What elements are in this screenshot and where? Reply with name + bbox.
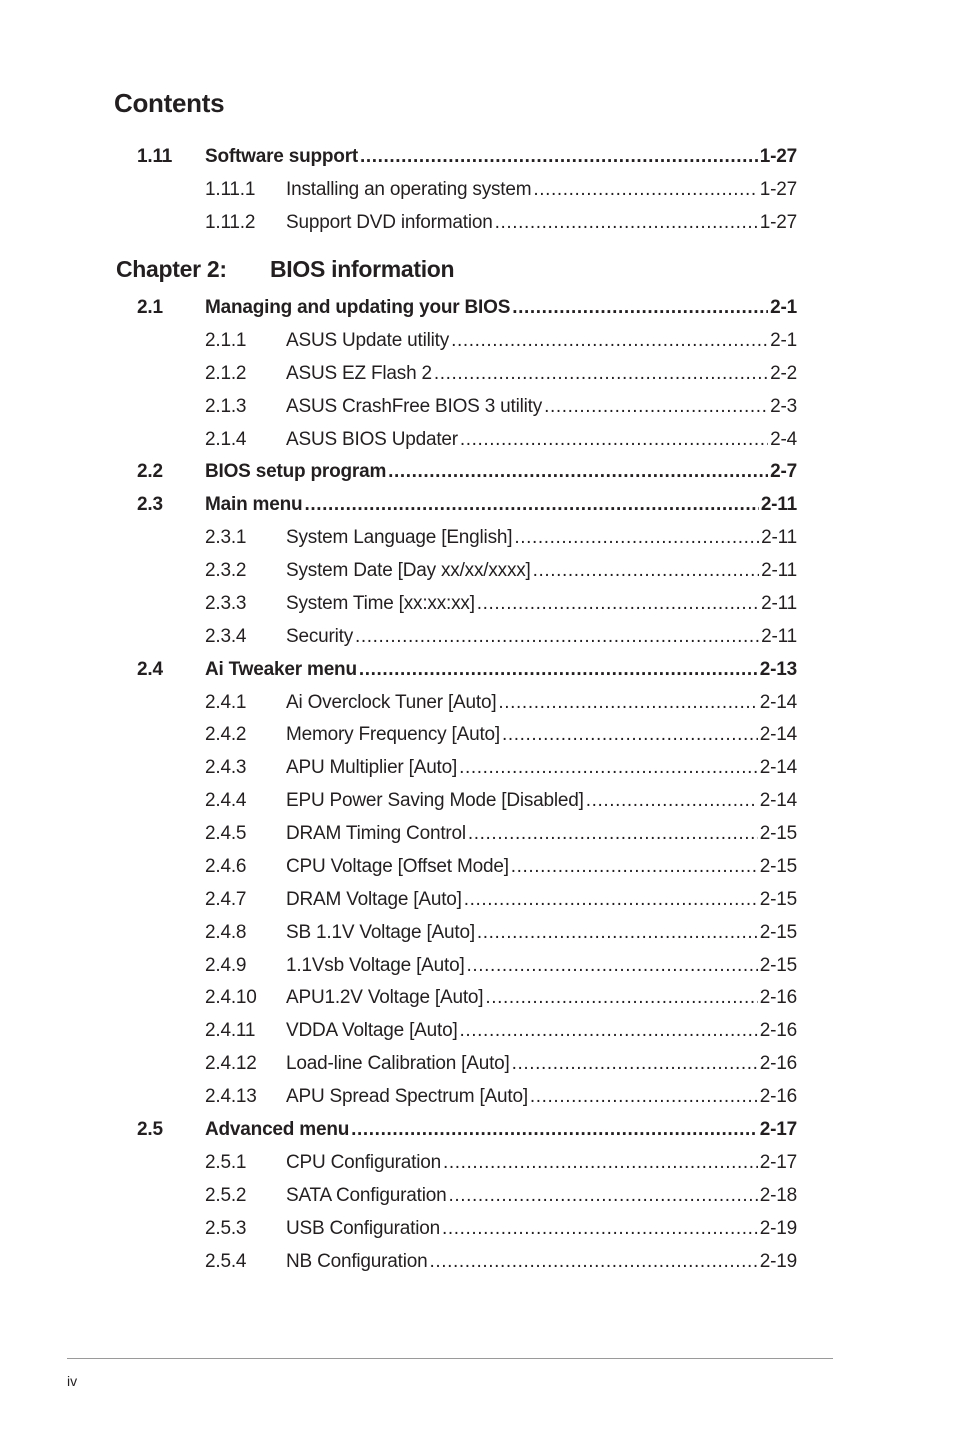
toc-subsection-entry[interactable] bbox=[0, 390, 954, 423]
toc-entry-title: Ai Tweaker menu bbox=[205, 658, 357, 680]
toc-entry-title: Installing an operating system bbox=[286, 178, 532, 200]
toc-entry-title: VDDA Voltage [Auto] bbox=[286, 1020, 458, 1042]
dot-leader bbox=[355, 620, 759, 653]
toc-entry-page: 2-18 bbox=[759, 1184, 797, 1206]
toc-entry-page: 2-1 bbox=[770, 297, 797, 318]
toc-subsection-entry[interactable] bbox=[0, 916, 954, 949]
toc-entry-page: 2-4 bbox=[770, 428, 797, 450]
dot-leader bbox=[304, 488, 758, 521]
toc-entry-page: 2-16 bbox=[759, 987, 797, 1009]
dot-leader bbox=[443, 1146, 758, 1179]
toc-entry-number: 2.4.5 bbox=[205, 823, 247, 845]
toc-subsection-entry[interactable] bbox=[0, 850, 954, 883]
toc-subsection-entry[interactable] bbox=[0, 1179, 954, 1212]
toc-entry-page: 2-13 bbox=[759, 658, 797, 680]
toc-entry-page: 2-11 bbox=[761, 560, 797, 582]
toc-entry-number: 1.11 bbox=[137, 146, 173, 167]
toc-entry-number: 1.11.1 bbox=[205, 178, 256, 200]
toc-entry-page: 2-17 bbox=[759, 1119, 797, 1140]
chapter-number: Chapter 2: bbox=[116, 256, 227, 282]
toc-subsection-entry[interactable] bbox=[0, 1047, 954, 1080]
dot-leader bbox=[388, 455, 768, 488]
toc-entry-page: 2-17 bbox=[759, 1151, 797, 1173]
toc-entry-body bbox=[205, 1113, 797, 1146]
toc-entry-page: 2-14 bbox=[759, 757, 797, 779]
toc-entry-number: 2.4.4 bbox=[205, 790, 247, 812]
toc-entry-title: Ai Overclock Tuner [Auto] bbox=[286, 691, 497, 713]
toc-entry-body bbox=[286, 620, 797, 653]
toc-entry-number: 2.4.10 bbox=[205, 987, 257, 1009]
toc-entry-title: Memory Frequency [Auto] bbox=[286, 724, 500, 746]
toc-entry-body bbox=[286, 718, 797, 751]
toc-subsection-entry[interactable] bbox=[0, 1146, 954, 1179]
toc-entry-page: 1-27 bbox=[759, 146, 797, 167]
toc-entry-page: 1-27 bbox=[759, 178, 797, 200]
toc-entry-title: Load-line Calibration [Auto] bbox=[286, 1053, 510, 1075]
toc-entry-page: 2-14 bbox=[759, 724, 797, 746]
toc-entry-page: 2-15 bbox=[759, 888, 797, 910]
dot-leader bbox=[442, 1212, 758, 1245]
toc-entry-page: 2-14 bbox=[759, 691, 797, 713]
footer-page-number: iv bbox=[67, 1373, 78, 1389]
dot-leader bbox=[459, 751, 758, 784]
toc-section-entry[interactable] bbox=[0, 455, 954, 488]
toc-entry-page: 2-16 bbox=[759, 1053, 797, 1075]
toc-entry-body bbox=[286, 423, 797, 456]
toc-entry-number: 2.1 bbox=[137, 297, 163, 318]
toc-entry-number: 1.11.2 bbox=[205, 211, 256, 233]
toc-entry-body bbox=[286, 1047, 797, 1080]
toc-entry-page: 2-16 bbox=[759, 1086, 797, 1108]
toc-entry-page: 2-15 bbox=[759, 954, 797, 976]
toc-subsection-entry[interactable] bbox=[0, 521, 954, 554]
toc-entry-page: 1-27 bbox=[759, 211, 797, 233]
toc-subsection-entry[interactable] bbox=[0, 587, 954, 620]
toc-entry-number: 2.4.3 bbox=[205, 757, 247, 779]
dot-leader bbox=[533, 554, 760, 587]
toc-entry-title: APU1.2V Voltage [Auto] bbox=[286, 987, 484, 1009]
toc-entry-number: 2.3 bbox=[137, 494, 163, 516]
toc-entry-body bbox=[286, 173, 797, 206]
toc-subsection-entry[interactable] bbox=[0, 173, 954, 206]
dot-leader bbox=[468, 817, 758, 850]
dot-leader bbox=[477, 916, 758, 949]
toc-entry-page: 2-3 bbox=[770, 395, 797, 417]
toc-entry-title: SB 1.1V Voltage [Auto] bbox=[286, 921, 475, 943]
toc-entry-number: 2.1.2 bbox=[205, 362, 247, 384]
toc-entry-title: System Time [xx:xx:xx] bbox=[286, 592, 475, 614]
dot-leader bbox=[530, 1080, 758, 1113]
toc-entry-body bbox=[286, 587, 797, 620]
toc-subsection-entry[interactable] bbox=[0, 949, 954, 982]
dot-leader bbox=[512, 291, 768, 324]
toc-section-entry[interactable] bbox=[0, 140, 954, 173]
toc-entry-title: SATA Configuration bbox=[286, 1184, 447, 1206]
dot-leader bbox=[512, 1047, 758, 1080]
toc-entry-title: Advanced menu bbox=[205, 1119, 350, 1140]
toc-entry-body bbox=[205, 488, 797, 521]
toc-subsection-entry[interactable] bbox=[0, 1014, 954, 1047]
toc-entry-title: ASUS Update utility bbox=[286, 329, 450, 351]
toc-entry-title: BIOS setup program bbox=[205, 461, 387, 483]
dot-leader bbox=[359, 653, 758, 686]
toc-entry-title: EPU Power Saving Mode [Disabled] bbox=[286, 790, 584, 812]
dot-leader bbox=[464, 883, 758, 916]
toc-entry-body bbox=[286, 949, 797, 982]
toc-entry-number: 2.4 bbox=[137, 658, 163, 680]
toc-entry-title: ASUS BIOS Updater bbox=[286, 428, 458, 450]
toc-subsection-entry[interactable] bbox=[0, 357, 954, 390]
toc-entry-number: 2.5 bbox=[137, 1119, 163, 1140]
page-title: Contents bbox=[114, 88, 225, 118]
toc-entry-number: 2.3.1 bbox=[205, 527, 247, 549]
toc-entry-page: 2-11 bbox=[760, 494, 797, 516]
toc-entry-body bbox=[286, 883, 797, 916]
dot-leader bbox=[511, 850, 758, 883]
toc-entry-number: 2.4.6 bbox=[205, 855, 247, 877]
toc-entry-body bbox=[286, 686, 797, 719]
toc-entry-page: 2-15 bbox=[759, 921, 797, 943]
toc-entry-number: 2.4.2 bbox=[205, 724, 247, 746]
toc-entry-number: 2.5.2 bbox=[205, 1184, 247, 1206]
toc-entry-number: 2.1.4 bbox=[205, 428, 247, 450]
dot-leader bbox=[460, 423, 768, 456]
dot-leader bbox=[477, 587, 759, 620]
toc-entry-title: System Date [Day xx/xx/xxxx] bbox=[286, 560, 531, 582]
toc-entry-body bbox=[286, 206, 797, 239]
toc-entry-body bbox=[286, 916, 797, 949]
toc-subsection-entry[interactable] bbox=[0, 718, 954, 751]
toc-entry-body bbox=[205, 653, 797, 686]
toc-entry-body bbox=[286, 1014, 797, 1047]
toc-entry-number: 2.3.3 bbox=[205, 592, 247, 614]
toc-entry-title: Support DVD information bbox=[286, 211, 493, 233]
toc-entry-number: 2.5.1 bbox=[205, 1151, 247, 1173]
toc-entry-body bbox=[286, 1146, 797, 1179]
toc-entry-number: 2.4.7 bbox=[205, 888, 247, 910]
toc-entry-number: 2.3.2 bbox=[205, 560, 247, 582]
toc-entry-title: CPU Configuration bbox=[286, 1151, 442, 1173]
toc-subsection-entry[interactable] bbox=[0, 751, 954, 784]
toc-entry-number: 2.2 bbox=[137, 461, 163, 483]
toc-entry-title: ASUS EZ Flash 2 bbox=[286, 362, 432, 384]
toc-entry-body bbox=[286, 521, 797, 554]
dot-leader bbox=[448, 1179, 757, 1212]
toc-section-entry[interactable] bbox=[0, 291, 954, 324]
toc-entry-title: APU Multiplier [Auto] bbox=[286, 757, 458, 779]
dot-leader bbox=[495, 206, 758, 239]
toc-entry-title: NB Configuration bbox=[286, 1250, 428, 1272]
dot-leader bbox=[502, 718, 758, 751]
toc-entry-title: DRAM Timing Control bbox=[286, 823, 466, 845]
toc-subsection-entry[interactable] bbox=[0, 423, 954, 456]
toc-section-entry[interactable] bbox=[0, 488, 954, 521]
toc-subsection-entry[interactable] bbox=[0, 554, 954, 587]
toc-entry-body bbox=[286, 981, 797, 1014]
toc-entry-number: 2.5.4 bbox=[205, 1250, 247, 1272]
toc-entry-title: CPU Voltage [Offset Mode] bbox=[286, 855, 509, 877]
toc-entry-page: 2-15 bbox=[759, 823, 797, 845]
toc-entry-number: 2.4.1 bbox=[205, 691, 247, 713]
toc-section-entry[interactable] bbox=[0, 1113, 954, 1146]
dot-leader bbox=[514, 521, 759, 554]
dot-leader bbox=[533, 173, 757, 206]
toc-entry-title: 1.1Vsb Voltage [Auto] bbox=[286, 954, 465, 976]
dot-leader bbox=[451, 324, 768, 357]
toc-entry-page: 2-15 bbox=[759, 855, 797, 877]
toc-entry-body bbox=[205, 455, 797, 488]
dot-leader bbox=[586, 784, 758, 817]
toc-subsection-entry[interactable] bbox=[0, 1080, 954, 1113]
dot-leader bbox=[434, 357, 768, 390]
toc-entry-body bbox=[286, 324, 797, 357]
toc-entry-page: 2-19 bbox=[759, 1217, 797, 1239]
toc-entry-title: USB Configuration bbox=[286, 1217, 440, 1239]
toc-entry-title: Managing and updating your BIOS bbox=[205, 297, 511, 318]
toc-section-entry[interactable] bbox=[0, 653, 954, 686]
toc-entry-body bbox=[205, 291, 797, 324]
toc-entry-body bbox=[286, 850, 797, 883]
toc-entry-number: 2.4.12 bbox=[205, 1053, 257, 1075]
toc-subsection-entry[interactable] bbox=[0, 1245, 954, 1278]
dot-leader bbox=[485, 981, 757, 1014]
toc-entry-page: 2-19 bbox=[759, 1250, 797, 1272]
toc-entry-title: System Language [English] bbox=[286, 527, 513, 549]
toc-entry-title: Main menu bbox=[205, 494, 303, 516]
toc-subsection-entry[interactable] bbox=[0, 981, 954, 1014]
toc-entry-number: 2.1.3 bbox=[205, 395, 247, 417]
toc-entry-body bbox=[286, 1179, 797, 1212]
dot-leader bbox=[544, 390, 768, 423]
toc-entry-body bbox=[286, 784, 797, 817]
toc-entry-page: 2-11 bbox=[761, 592, 797, 614]
toc-entry-body bbox=[286, 1212, 797, 1245]
toc-entry-number: 2.1.1 bbox=[205, 329, 247, 351]
toc-entry-page: 2-14 bbox=[759, 790, 797, 812]
toc-entry-number: 2.4.13 bbox=[205, 1086, 257, 1108]
toc-subsection-entry[interactable] bbox=[0, 784, 954, 817]
toc-entry-page: 2-11 bbox=[761, 625, 797, 647]
toc-entry-title: ASUS CrashFree BIOS 3 utility bbox=[286, 395, 543, 417]
footer-divider bbox=[67, 1358, 833, 1359]
toc-entry-number: 2.4.8 bbox=[205, 921, 247, 943]
toc-entry-page: 2-2 bbox=[770, 362, 797, 384]
toc-entry-number: 2.4.9 bbox=[205, 954, 247, 976]
toc-entry-body bbox=[286, 1245, 797, 1278]
toc-entry-page: 2-11 bbox=[761, 527, 797, 549]
toc-subsection-entry[interactable] bbox=[0, 1212, 954, 1245]
toc-subsection-entry[interactable] bbox=[0, 817, 954, 850]
toc-subsection-entry[interactable] bbox=[0, 206, 954, 239]
toc-subsection-entry[interactable] bbox=[0, 883, 954, 916]
toc-entry-title: APU Spread Spectrum [Auto] bbox=[286, 1086, 528, 1108]
dot-leader bbox=[430, 1245, 758, 1278]
toc-subsection-entry[interactable] bbox=[0, 620, 954, 653]
toc-entry-body bbox=[286, 357, 797, 390]
toc-entry-number: 2.5.3 bbox=[205, 1217, 247, 1239]
toc-entry-body bbox=[286, 1080, 797, 1113]
chapter-heading bbox=[116, 256, 454, 283]
toc-subsection-entry[interactable] bbox=[0, 324, 954, 357]
toc-entry-title: Software support bbox=[205, 146, 359, 167]
toc-entry-body bbox=[286, 751, 797, 784]
toc-entry-body bbox=[286, 390, 797, 423]
dot-leader bbox=[360, 140, 758, 173]
toc-entry-body bbox=[205, 140, 797, 173]
toc-subsection-entry[interactable] bbox=[0, 686, 954, 719]
dot-leader bbox=[351, 1113, 758, 1146]
toc-entry-page: 2-7 bbox=[770, 461, 797, 483]
dot-leader bbox=[460, 1014, 758, 1047]
toc-entry-page: 2-16 bbox=[759, 1020, 797, 1042]
toc-entry-body bbox=[286, 817, 797, 850]
toc-entry-number: 2.3.4 bbox=[205, 625, 247, 647]
dot-leader bbox=[467, 949, 758, 982]
toc-entry-number: 2.4.11 bbox=[205, 1020, 256, 1042]
chapter-title: BIOS information bbox=[270, 256, 455, 282]
toc-entry-title: DRAM Voltage [Auto] bbox=[286, 888, 462, 910]
toc-entry-page: 2-1 bbox=[770, 329, 797, 351]
toc-entry-body bbox=[286, 554, 797, 587]
toc-entry-title: Security bbox=[286, 625, 354, 647]
dot-leader bbox=[498, 686, 757, 719]
